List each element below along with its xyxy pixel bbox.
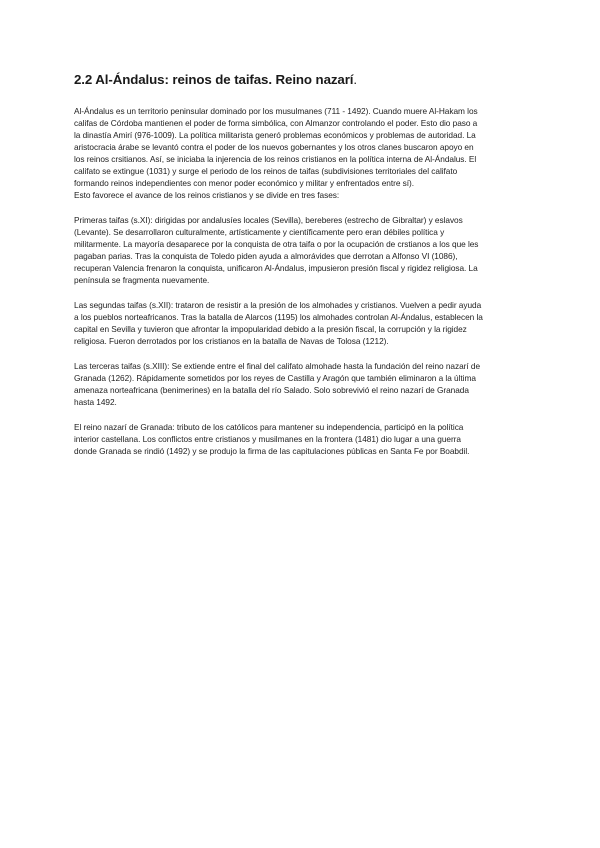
text-line: Primeras taifas (s.XI): dirigidas por andalusíes locales (Sevilla), bereberes (estrecho de Gibraltar) y eslavos: [74, 215, 463, 225]
paragraph-reino-nazari: [74, 421, 534, 457]
text-line: donde Granada se rindió (1492) y se produjo la firma de las capitulaciones públicas en Santa Fe por Boabdil.: [74, 446, 470, 456]
text-line: califas de Córdoba mantienen el poder de forma simbólica, con Almanzor controlando el poder. Esto dio paso a: [74, 118, 478, 128]
text-line: militarmente. La mayoría desaparece por la conquista de otra taifa o por la ocupación de crstianos a los que les: [74, 239, 479, 249]
text-line: El reino nazarí de Granada: tributo de los católicos para mantener su independencia, participó en la política: [74, 422, 464, 432]
text-line: Las segundas taifas (s.XII): trataron de resistir a la presión de los almohades y cristianos. Vuelven a pedir ayuda: [74, 300, 482, 310]
text-line: Las terceras taifas (s.XIII): Se extiende entre el final del califato almohade hasta la fundación del reino nazarí de: [74, 361, 481, 371]
paragraph-primeras-taifas: [74, 214, 534, 286]
section-title-dot: .: [353, 72, 357, 87]
text-line: la dinastía Amirí (976-1009). La política militarista generó problemas económicos y problemas de autoridad. La: [74, 130, 476, 140]
text-line: califato se extingue (1031) y surge el periodo de los reinos de taifas (subdivisiones territoriales del califato: [74, 166, 458, 176]
section-title: [74, 72, 534, 88]
text-line: los reinos crsitianos. Así, se iniciaba la injerencia de los reinos cristianos en la política interna de Al-Ándalus. El: [74, 154, 477, 164]
text-line: aristocracia árabe se levantó contra el poder de los nuevos gobernantes y los otros clanes buscaron apoyo en: [74, 142, 474, 152]
document-body: [74, 72, 534, 457]
text-line: interior castellana. Los conflictos entre cristianos y musilmanes en la frontera (1481) dio lugar a una guerra: [74, 434, 461, 444]
paragraph-terceras-taifas: [74, 360, 534, 408]
text-line: Esto favorece el avance de los reinos cristianos y se divide en tres fases:: [74, 190, 340, 200]
text-line: Al-Ándalus es un territorio peninsular dominado por los musulmanes (711 - 1492). Cuando muere Al-Hakam los: [74, 106, 478, 116]
text-line: amenaza norteafricana (benimerines) en la batalla del río Salado. Solo sobrevivió el reino nazarí de Granada: [74, 385, 469, 395]
text-line: (Levante). Se desarrollaron culturalmente, artísticamente y científicamente pero eran débiles política y: [74, 227, 445, 237]
section-title-text: 2.2 Al-Ándalus: reinos de taifas. Reino nazarí: [74, 72, 354, 87]
text-line: capital en Sevilla y tuvieron que afrontar la impopularidad debido a la presión fiscal, la corrupción y la rigidez: [74, 324, 467, 334]
text-line: formando reinos independientes con menor poder económico y militar y enfrentados entre sí).: [74, 178, 414, 188]
text-line: religiosa. Fueron derrotados por los cristianos en la batalla de Navas de Tolosa (1212).: [74, 336, 389, 346]
text-line: recuperan Valencia frenaron la conquista, unificaron Al-Ándalus, impusieron presión fiscal y rigidez religiosa. La: [74, 263, 478, 273]
text-line: pagaban parias. Tras la conquista de Toledo piden ayuda a almorávides que derrotan a Alfonso VI (1086),: [74, 251, 458, 261]
text-line: a los pueblos norteafricanos. Tras la batalla de Alarcos (1195) los almohades controlan Al-Ándalus, establecen la: [74, 312, 483, 322]
text-line: península se fragmenta nuevamente.: [74, 275, 210, 285]
text-line: hasta 1492.: [74, 397, 117, 407]
paragraph-intro: [74, 105, 534, 201]
paragraph-segundas-taifas: [74, 299, 534, 347]
text-line: Granada (1262). Rápidamente sometidos por los reyes de Castilla y Aragón que también eliminaron a la última: [74, 373, 476, 383]
